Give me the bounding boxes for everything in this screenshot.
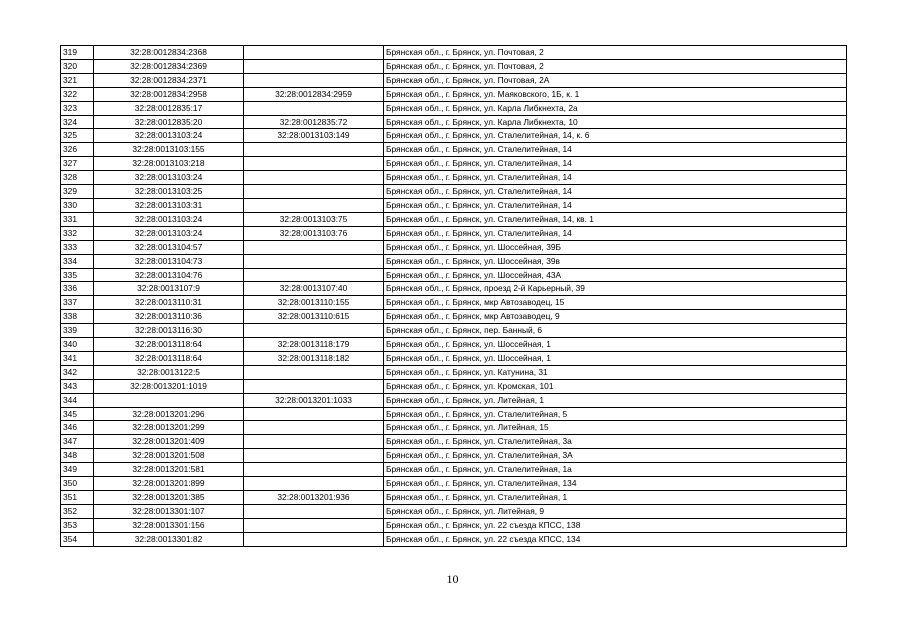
cadastral-number-cell: 32:28:0013201:1019 <box>94 379 244 393</box>
address-cell: Брянская обл., г. Брянск, ул. Литейная, 1 <box>384 393 847 407</box>
address-cell: Брянская обл., г. Брянск, ул. Почтовая, 2 <box>384 59 847 73</box>
table-row <box>61 338 847 352</box>
cadastral-number-cell: 32:28:0012835:20 <box>94 115 244 129</box>
table-row <box>61 143 847 157</box>
parent-number-cell <box>244 171 384 185</box>
parent-number-cell <box>244 198 384 212</box>
address-cell: Брянская обл., г. Брянск, ул. Кромская, 101 <box>384 379 847 393</box>
cadastral-number-cell: 32:28:0013301:107 <box>94 504 244 518</box>
table-row <box>61 477 847 491</box>
cadastral-number-cell: 32:28:0013110:31 <box>94 296 244 310</box>
cadastral-number-cell: 32:28:0013103:24 <box>94 226 244 240</box>
cadastral-number-cell: 32:28:0013103:24 <box>94 212 244 226</box>
address-cell: Брянская обл., г. Брянск, ул. Шоссейная, 1 <box>384 351 847 365</box>
address-cell: Брянская обл., г. Брянск, мкр Автозаводец, 9 <box>384 310 847 324</box>
parent-number-cell <box>244 379 384 393</box>
cadastral-number-cell: 32:28:0013201:385 <box>94 491 244 505</box>
address-cell: Брянская обл., г. Брянск, ул. Сталелитейная, 14 <box>384 185 847 199</box>
parent-number-cell: 32:28:0013103:75 <box>244 212 384 226</box>
row-number-cell: 328 <box>61 171 94 185</box>
address-cell: Брянская обл., г. Брянск, ул. Карла Либкнехта, 10 <box>384 115 847 129</box>
cadastral-number-cell: 32:28:0013104:73 <box>94 254 244 268</box>
table-row <box>61 379 847 393</box>
cadastral-number-cell: 32:28:0013122:5 <box>94 365 244 379</box>
parent-number-cell <box>244 532 384 546</box>
table-row <box>61 226 847 240</box>
row-number-cell: 330 <box>61 198 94 212</box>
table-row <box>61 59 847 73</box>
cadastral-number-cell: 32:28:0013201:296 <box>94 407 244 421</box>
table-row <box>61 115 847 129</box>
parent-number-cell <box>244 449 384 463</box>
table-row <box>61 365 847 379</box>
address-cell: Брянская обл., г. Брянск, ул. Катунина, 31 <box>384 365 847 379</box>
row-number-cell: 336 <box>61 282 94 296</box>
address-cell: Брянская обл., г. Брянск, ул. Почтовая, 2 <box>384 46 847 60</box>
row-number-cell: 323 <box>61 101 94 115</box>
parent-number-cell <box>244 504 384 518</box>
address-cell: Брянская обл., г. Брянск, ул. Сталелитейная, 14, кв. 1 <box>384 212 847 226</box>
row-number-cell: 326 <box>61 143 94 157</box>
cadastral-number-cell: 32:28:0012834:2371 <box>94 73 244 87</box>
parent-number-cell <box>244 185 384 199</box>
parent-number-cell <box>244 46 384 60</box>
address-cell: Брянская обл., г. Брянск, ул. Шоссейная, 39в <box>384 254 847 268</box>
cadastral-number-cell: 32:28:0013103:31 <box>94 198 244 212</box>
row-number-cell: 327 <box>61 157 94 171</box>
cadastral-number-cell: 32:28:0013201:899 <box>94 477 244 491</box>
row-number-cell: 344 <box>61 393 94 407</box>
cadastral-number-cell: 32:28:0013103:25 <box>94 185 244 199</box>
address-cell: Брянская обл., г. Брянск, ул. Шоссейная, 1 <box>384 338 847 352</box>
parent-number-cell <box>244 421 384 435</box>
address-cell: Брянская обл., г. Брянск, ул. Сталелитейная, 1а <box>384 463 847 477</box>
table-row <box>61 421 847 435</box>
row-number-cell: 321 <box>61 73 94 87</box>
table-row <box>61 407 847 421</box>
row-number-cell: 341 <box>61 351 94 365</box>
parent-number-cell <box>244 254 384 268</box>
cadastral-number-cell: 32:28:0012834:2958 <box>94 87 244 101</box>
address-cell: Брянская обл., г. Брянск, ул. Карла Либкнехта, 2а <box>384 101 847 115</box>
row-number-cell: 343 <box>61 379 94 393</box>
parent-number-cell <box>244 268 384 282</box>
address-cell: Брянская обл., г. Брянск, ул. 22 съезда КПСС, 138 <box>384 518 847 532</box>
address-cell: Брянская обл., г. Брянск, ул. Шоссейная, 39Б <box>384 240 847 254</box>
address-cell: Брянская обл., г. Брянск, ул. Сталелитейная, 14 <box>384 157 847 171</box>
parent-number-cell: 32:28:0013110:155 <box>244 296 384 310</box>
table-row <box>61 171 847 185</box>
table-row <box>61 129 847 143</box>
parent-number-cell: 32:28:0013103:149 <box>244 129 384 143</box>
parent-number-cell: 32:28:0013107:40 <box>244 282 384 296</box>
table-row <box>61 240 847 254</box>
parent-number-cell: 32:28:0012834:2959 <box>244 87 384 101</box>
parent-number-cell <box>244 324 384 338</box>
address-cell: Брянская обл., г. Брянск, проезд 2-й Карьерный, 39 <box>384 282 847 296</box>
row-number-cell: 348 <box>61 449 94 463</box>
parent-number-cell: 32:28:0013118:182 <box>244 351 384 365</box>
parent-number-cell: 32:28:0013103:76 <box>244 226 384 240</box>
cadastral-number-cell: 32:28:0013104:76 <box>94 268 244 282</box>
address-cell: Брянская обл., г. Брянск, ул. Маяковского, 1Б, к. 1 <box>384 87 847 101</box>
parent-number-cell <box>244 477 384 491</box>
row-number-cell: 349 <box>61 463 94 477</box>
cadastral-number-cell: 32:28:0013201:508 <box>94 449 244 463</box>
row-number-cell: 345 <box>61 407 94 421</box>
table-row <box>61 435 847 449</box>
row-number-cell: 350 <box>61 477 94 491</box>
table-row <box>61 282 847 296</box>
address-cell: Брянская обл., г. Брянск, ул. Шоссейная, 43А <box>384 268 847 282</box>
page-number: 10 <box>446 572 459 586</box>
row-number-cell: 324 <box>61 115 94 129</box>
parent-number-cell: 32:28:0013110:615 <box>244 310 384 324</box>
cadastral-number-cell: 32:28:0013118:64 <box>94 351 244 365</box>
address-cell: Брянская обл., г. Брянск, ул. Сталелитейная, 14 <box>384 198 847 212</box>
table-row <box>61 393 847 407</box>
cadastral-number-cell: 32:28:0013107:9 <box>94 282 244 296</box>
address-cell: Брянская обл., г. Брянск, ул. Сталелитейная, 5 <box>384 407 847 421</box>
address-cell: Брянская обл., г. Брянск, ул. Почтовая, 2А <box>384 73 847 87</box>
parent-number-cell <box>244 157 384 171</box>
parent-number-cell <box>244 463 384 477</box>
table-row <box>61 268 847 282</box>
parent-number-cell <box>244 143 384 157</box>
row-number-cell: 322 <box>61 87 94 101</box>
row-number-cell: 335 <box>61 268 94 282</box>
table-row <box>61 157 847 171</box>
row-number-cell: 338 <box>61 310 94 324</box>
table-row <box>61 46 847 60</box>
table-row <box>61 254 847 268</box>
row-number-cell: 325 <box>61 129 94 143</box>
row-number-cell: 334 <box>61 254 94 268</box>
parent-number-cell: 32:28:0012835:72 <box>244 115 384 129</box>
table-row <box>61 463 847 477</box>
cadastral-table <box>60 45 847 547</box>
row-number-cell: 329 <box>61 185 94 199</box>
table-row <box>61 504 847 518</box>
parent-number-cell <box>244 407 384 421</box>
table-row <box>61 185 847 199</box>
address-cell: Брянская обл., г. Брянск, ул. Сталелитейная, 1 <box>384 491 847 505</box>
address-cell: Брянская обл., г. Брянск, мкр Автозаводец, 15 <box>384 296 847 310</box>
address-cell: Брянская обл., г. Брянск, ул. Сталелитейная, 14, к. 6 <box>384 129 847 143</box>
table-row <box>61 449 847 463</box>
row-number-cell: 339 <box>61 324 94 338</box>
parent-number-cell <box>244 240 384 254</box>
address-cell: Брянская обл., г. Брянск, ул. Сталелитейная, 134 <box>384 477 847 491</box>
table-body <box>61 46 847 547</box>
table-row <box>61 351 847 365</box>
parent-number-cell <box>244 365 384 379</box>
parent-number-cell <box>244 59 384 73</box>
table-row <box>61 198 847 212</box>
table-row <box>61 491 847 505</box>
row-number-cell: 340 <box>61 338 94 352</box>
row-number-cell: 354 <box>61 532 94 546</box>
cadastral-number-cell: 32:28:0013103:24 <box>94 129 244 143</box>
table-row <box>61 87 847 101</box>
row-number-cell: 333 <box>61 240 94 254</box>
table-row <box>61 310 847 324</box>
table-row <box>61 212 847 226</box>
cadastral-number-cell: 32:28:0013301:82 <box>94 532 244 546</box>
cadastral-number-cell <box>94 393 244 407</box>
address-cell: Брянская обл., г. Брянск, ул. Сталелитейная, 3а <box>384 435 847 449</box>
row-number-cell: 347 <box>61 435 94 449</box>
parent-number-cell <box>244 435 384 449</box>
row-number-cell: 320 <box>61 59 94 73</box>
parent-number-cell: 32:28:0013201:1033 <box>244 393 384 407</box>
address-cell: Брянская обл., г. Брянск, ул. 22 съезда КПСС, 134 <box>384 532 847 546</box>
address-cell: Брянская обл., г. Брянск, ул. Сталелитейная, 14 <box>384 171 847 185</box>
row-number-cell: 346 <box>61 421 94 435</box>
address-cell: Брянская обл., г. Брянск, ул. Сталелитейная, 14 <box>384 143 847 157</box>
parent-number-cell <box>244 518 384 532</box>
parent-number-cell: 32:28:0013201:936 <box>244 491 384 505</box>
cadastral-number-cell: 32:28:0013201:581 <box>94 463 244 477</box>
row-number-cell: 353 <box>61 518 94 532</box>
cadastral-number-cell: 32:28:0012835:17 <box>94 101 244 115</box>
row-number-cell: 352 <box>61 504 94 518</box>
address-cell: Брянская обл., г. Брянск, ул. Сталелитейная, 14 <box>384 226 847 240</box>
cadastral-number-cell: 32:28:0013301:156 <box>94 518 244 532</box>
cadastral-number-cell: 32:28:0013110:36 <box>94 310 244 324</box>
table-row <box>61 73 847 87</box>
row-number-cell: 319 <box>61 46 94 60</box>
parent-number-cell <box>244 73 384 87</box>
table-row <box>61 296 847 310</box>
cadastral-number-cell: 32:28:0012834:2368 <box>94 46 244 60</box>
cadastral-number-cell: 32:28:0013104:57 <box>94 240 244 254</box>
row-number-cell: 331 <box>61 212 94 226</box>
cadastral-number-cell: 32:28:0013116:30 <box>94 324 244 338</box>
parent-number-cell: 32:28:0013118:179 <box>244 338 384 352</box>
cadastral-number-cell: 32:28:0013103:24 <box>94 171 244 185</box>
cadastral-number-cell: 32:28:0013103:155 <box>94 143 244 157</box>
row-number-cell: 342 <box>61 365 94 379</box>
table-row <box>61 518 847 532</box>
cadastral-number-cell: 32:28:0012834:2369 <box>94 59 244 73</box>
row-number-cell: 332 <box>61 226 94 240</box>
table-row <box>61 324 847 338</box>
row-number-cell: 351 <box>61 491 94 505</box>
address-cell: Брянская обл., г. Брянск, ул. Литейная, 15 <box>384 421 847 435</box>
row-number-cell: 337 <box>61 296 94 310</box>
address-cell: Брянская обл., г. Брянск, пер. Банный, 6 <box>384 324 847 338</box>
cadastral-number-cell: 32:28:0013118:64 <box>94 338 244 352</box>
cadastral-number-cell: 32:28:0013201:299 <box>94 421 244 435</box>
cadastral-number-cell: 32:28:0013103:218 <box>94 157 244 171</box>
address-cell: Брянская обл., г. Брянск, ул. Литейная, 9 <box>384 504 847 518</box>
table-row <box>61 532 847 546</box>
parent-number-cell <box>244 101 384 115</box>
cadastral-number-cell: 32:28:0013201:409 <box>94 435 244 449</box>
address-cell: Брянская обл., г. Брянск, ул. Сталелитейная, 3А <box>384 449 847 463</box>
table-row <box>61 101 847 115</box>
